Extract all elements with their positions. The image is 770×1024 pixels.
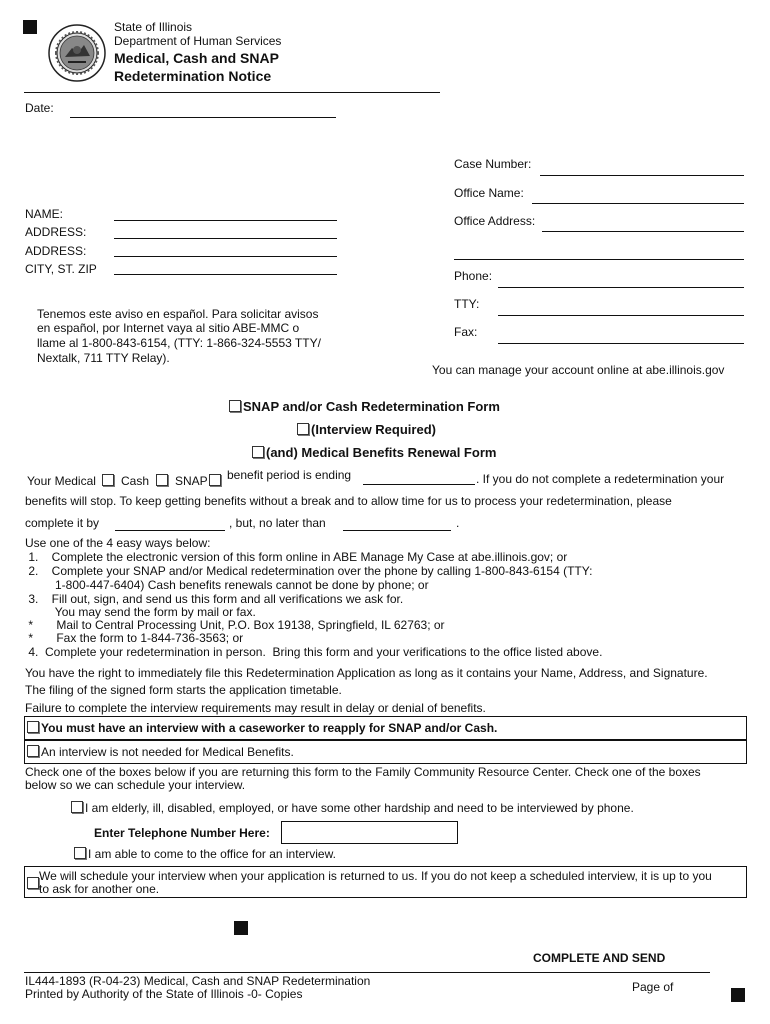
way-item: 1-800-447-6404) Cash benefits renewals cannot be done by phone; or [25, 578, 429, 592]
schedule-notice-2: to ask for another one. [39, 882, 160, 896]
footer-rule [24, 972, 710, 973]
registration-mark-top-left [23, 20, 37, 34]
rights-line-2: The filing of the signed form starts the application timetable. [25, 683, 342, 697]
header-rule [24, 92, 440, 93]
tty-field[interactable] [498, 315, 744, 316]
rights-line-3: Failure to complete the interview requirements may result in delay or denial of benefits. [25, 701, 486, 715]
registration-mark-bottom-right [731, 988, 745, 1002]
snap-cash-form-label: SNAP and/or Cash Redetermination Form [243, 399, 500, 414]
no-later-field[interactable] [343, 530, 451, 531]
address-field-1[interactable] [114, 238, 337, 239]
office-address-field-1[interactable] [542, 231, 744, 232]
printed-authority: Printed by Authority of the State of Illinois -0- Copies [25, 987, 303, 1001]
medical-checkbox[interactable] [102, 474, 114, 486]
way-item: You may send the form by mail or fax. [25, 605, 256, 619]
registration-mark-middle [234, 921, 248, 935]
hardship-option[interactable] [71, 801, 634, 815]
checkbox-icon[interactable] [229, 400, 241, 412]
snap-cash-form-option[interactable] [229, 399, 500, 415]
address-label-2: ADDRESS: [25, 244, 87, 258]
interview-required-label: (Interview Required) [311, 422, 436, 437]
page-of: Page of [632, 980, 674, 994]
checkbox-icon[interactable] [74, 847, 86, 859]
address-field-2[interactable] [114, 256, 337, 257]
name-field[interactable] [114, 220, 337, 221]
cash-checkbox[interactable] [156, 474, 168, 486]
way-item: 1. Complete the electronic version of this form online in ABE Manage My Case at abe.illinois.gov; or [25, 550, 568, 564]
period-ending-text: benefit period is ending [227, 468, 352, 482]
case-number-label: Case Number: [454, 157, 532, 171]
schedule-checkbox[interactable] [27, 877, 39, 889]
way-item: * Mail to Central Processing Unit, P.O. Box 19138, Springfield, IL 62763; or [25, 618, 445, 632]
manage-online-text: You can manage your account online at abe.illinois.gov [432, 363, 725, 377]
rights-line-1: You have the right to immediately file this Redetermination Application as long as it contains your Name, Address, and Signature. [25, 666, 708, 680]
office-visit-label: I am able to come to the office for an interview. [88, 847, 336, 861]
snap-label: SNAP [175, 474, 208, 488]
checkbox-icon[interactable] [297, 423, 309, 435]
way-item: 3. Fill out, sign, and send us this form and all verifications we ask for. [25, 592, 404, 606]
interview-must-option[interactable] [27, 721, 497, 735]
ways-intro: Use one of the 4 easy ways below: [25, 536, 211, 550]
checkbox-icon[interactable] [252, 446, 264, 458]
complete-by-label: complete it by [25, 516, 100, 530]
snap-checkbox[interactable] [209, 474, 221, 486]
notice-title-line2: Redetermination Notice [114, 68, 272, 84]
phone-label: Phone: [454, 269, 493, 283]
schedule-notice-1: We will schedule your interview when your application is returned to us. If you do not keep a scheduled interview, it is up to you [39, 869, 712, 883]
checkbox-icon[interactable] [27, 745, 39, 757]
interview-must-label: You must have an interview with a caseworker to reapply for SNAP and/or Cash. [41, 721, 498, 735]
case-number-field[interactable] [540, 175, 744, 176]
your-medical-label: Your Medical [27, 474, 96, 488]
no-later-label: , but, no later than [229, 516, 326, 530]
tty-label: TTY: [454, 297, 480, 311]
office-name-field[interactable] [532, 203, 744, 204]
spanish-notice-line-1: Tenemos este aviso en español. Para solicitar avisos [37, 307, 319, 321]
way-item: * Fax the form to 1-844-736-3563; or [25, 631, 244, 645]
way-item: 4. Complete your redetermination in person. Bring this form and your verifications to the office listed above. [25, 645, 603, 659]
address-label-1: ADDRESS: [25, 225, 87, 239]
interview-required-option[interactable] [297, 422, 436, 438]
spanish-notice-line-4: Nextalk, 711 TTY Relay). [37, 351, 170, 365]
telephone-label: Enter Telephone Number Here: [94, 826, 270, 840]
city-field[interactable] [114, 274, 337, 275]
period-ending-field[interactable] [363, 484, 475, 485]
state-name: State of Illinois [114, 20, 193, 34]
fax-field[interactable] [498, 343, 744, 344]
state-seal-icon [48, 24, 106, 82]
cash-label: Cash [121, 474, 150, 488]
notice-title-line1: Medical, Cash and SNAP [114, 50, 279, 66]
form-id: IL444-1893 (R-04-23) Medical, Cash and SNAP Redetermination [25, 974, 371, 988]
spanish-notice-line-2: en español, por Internet vaya al sitio ABE-MMC o [37, 321, 300, 335]
way-item: 2. Complete your SNAP and/or Medical redetermination over the phone by calling 1-800-843-6154 (TTY: [25, 564, 593, 578]
office-address-label: Office Address: [454, 214, 536, 228]
office-visit-option[interactable] [74, 847, 336, 861]
city-label: CITY, ST. ZIP [25, 262, 97, 276]
hardship-label: I am elderly, ill, disabled, employed, or have some other hardship and need to be interviewed by phone. [85, 801, 634, 815]
medical-renewal-option[interactable] [252, 445, 496, 461]
interview-not-needed-label: An interview is not needed for Medical Benefits. [41, 745, 294, 759]
return-instructions-2: below so we can schedule your interview. [25, 778, 246, 792]
telephone-input[interactable] [281, 821, 458, 844]
department-name: Department of Human Services [114, 34, 282, 48]
phone-field[interactable] [498, 287, 744, 288]
no-complete-text: . If you do not complete a redetermination your [476, 472, 725, 486]
complete-and-send: COMPLETE AND SEND [533, 951, 666, 965]
date-label: Date: [25, 101, 54, 115]
date-field[interactable] [70, 117, 336, 118]
checkbox-icon[interactable] [27, 721, 39, 733]
spanish-notice-line-3: llame al 1-800-843-6154, (TTY: 1-866-324-5553 TTY/ [37, 336, 321, 350]
return-instructions-1: Check one of the boxes below if you are returning this form to the Family Community Resource Center. Check one of the boxes [25, 765, 701, 779]
benefits-stop-text: benefits will stop. To keep getting benefits without a break and to allow time for us to process your redetermination, please [25, 494, 672, 508]
interview-not-needed-option[interactable] [27, 745, 294, 759]
medical-renewal-label: (and) Medical Benefits Renewal Form [266, 445, 497, 460]
checkbox-icon[interactable] [71, 801, 83, 813]
fax-label: Fax: [454, 325, 478, 339]
complete-by-field[interactable] [115, 530, 225, 531]
period-text: . [456, 516, 460, 530]
name-label: NAME: [25, 207, 64, 221]
office-name-label: Office Name: [454, 186, 524, 200]
office-address-field-2[interactable] [454, 259, 744, 260]
